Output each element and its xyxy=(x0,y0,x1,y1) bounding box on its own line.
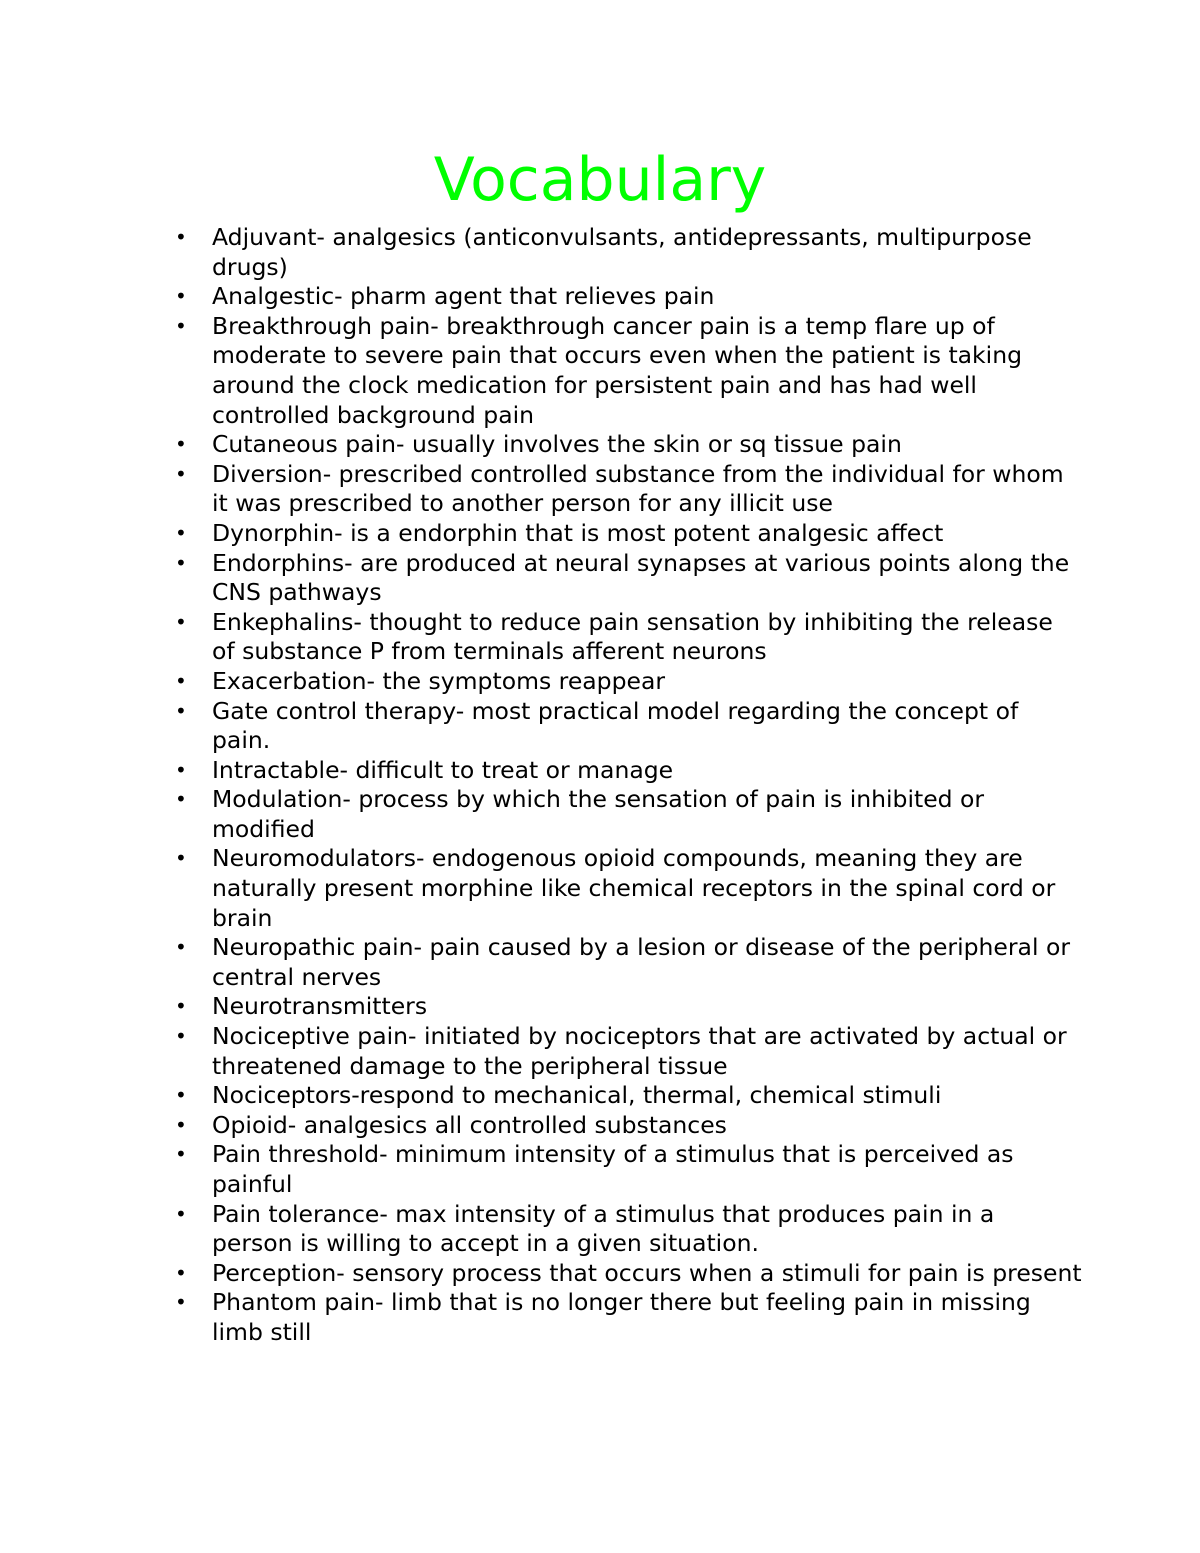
bullet-icon: • xyxy=(175,1112,187,1137)
list-item-text: Diversion- prescribed controlled substance from the individual for whom it was prescribed to another person for any illicit use xyxy=(212,459,1064,518)
bullet-icon: • xyxy=(175,757,187,782)
list-item-text: Pain threshold- minimum intensity of a stimulus that is perceived as painful xyxy=(212,1140,1014,1198)
bullet-icon: • xyxy=(175,1083,187,1108)
list-item-text: Phantom pain- limb that is no longer there but feeling pain in missing limb still xyxy=(212,1288,1031,1346)
list-item-text: Gate control therapy- most practical model regarding the concept of pain. xyxy=(212,696,1019,755)
bullet-icon: • xyxy=(175,432,187,457)
bullet-icon: • xyxy=(175,609,187,634)
bullet-icon: • xyxy=(175,313,187,338)
list-item xyxy=(175,1258,1082,1289)
vocabulary-list xyxy=(175,223,1082,1348)
bullet-icon: • xyxy=(175,994,187,1019)
list-item-text: Neuromodulators- endogenous opioid compounds, meaning they are naturally present morphine like chemical receptors in the spinal cord or brain xyxy=(212,844,1056,932)
list-item xyxy=(175,992,1082,1022)
bullet-icon: • xyxy=(175,1024,187,1049)
list-item-text: Cutaneous pain- usually involves the skin or sq tissue pain xyxy=(212,430,902,459)
bullet-icon: • xyxy=(175,935,187,960)
list-item xyxy=(175,1288,1082,1347)
list-item xyxy=(175,844,1082,933)
list-item xyxy=(175,311,1082,430)
list-item xyxy=(175,933,1082,992)
list-item xyxy=(175,607,1082,667)
list-item xyxy=(175,1110,1082,1141)
bullet-icon: • xyxy=(175,1290,187,1315)
bullet-icon: • xyxy=(175,550,187,575)
list-item-text: Adjuvant- analgesics (anticonvulsants, antidepressants, multipurpose drugs) xyxy=(212,223,1032,281)
list-item xyxy=(175,1199,1082,1259)
list-item-text: Opioid- analgesics all controlled substances xyxy=(212,1110,727,1139)
list-item xyxy=(175,755,1082,786)
list-item xyxy=(175,1081,1082,1111)
bullet-icon: • xyxy=(175,1260,187,1285)
bullet-icon: • xyxy=(175,461,187,486)
list-item xyxy=(175,785,1082,844)
page-title: Vocabulary xyxy=(433,145,767,215)
bullet-icon: • xyxy=(175,1201,187,1226)
bullet-icon: • xyxy=(175,225,187,249)
list-item xyxy=(175,459,1082,519)
list-item xyxy=(175,518,1082,549)
list-item-text: Exacerbation- the symptoms reappear xyxy=(212,666,666,695)
list-item xyxy=(175,1140,1082,1199)
list-item-text: Dynorphin- is a endorphin that is most potent analgesic affect xyxy=(212,518,944,547)
list-item-text: Neurotransmitters xyxy=(212,992,428,1021)
list-item-text: Endorphins- are produced at neural synapses at various points along the CNS pathways xyxy=(212,548,1070,607)
list-item xyxy=(175,282,1082,312)
list-item-text: Perception- sensory process that occurs when a stimuli for pain is present xyxy=(212,1258,1082,1287)
list-item-text: Nociceptors-respond to mechanical, thermal, chemical stimuli xyxy=(212,1081,942,1110)
bullet-icon: • xyxy=(175,668,187,693)
list-item-text: Neuropathic pain- pain caused by a lesion or disease of the peripheral or central nerves xyxy=(212,933,1070,991)
list-item-text: Modulation- process by which the sensation of pain is inhibited or modified xyxy=(212,785,985,843)
list-item xyxy=(175,430,1082,460)
list-item-text: Intractable- difficult to treat or manage xyxy=(212,755,674,784)
bullet-icon: • xyxy=(175,846,187,871)
list-item xyxy=(175,548,1082,608)
list-item xyxy=(175,696,1082,756)
list-item-text: Nociceptive pain- initiated by nociceptors that are activated by actual or threatened damage to the peripheral tissue xyxy=(212,1022,1067,1080)
bullet-icon: • xyxy=(175,1142,187,1167)
list-item-text: Breakthrough pain- breakthrough cancer pain is a temp flare up of moderate to severe pain that occurs even when the patient is taking around the clock medication for persistent pain and has had well controlled background pain xyxy=(212,311,1023,429)
bullet-icon: • xyxy=(175,698,187,723)
bullet-icon: • xyxy=(175,520,187,545)
list-item xyxy=(175,223,1082,282)
list-item xyxy=(175,1022,1082,1081)
bullet-icon: • xyxy=(175,284,187,309)
list-item xyxy=(175,666,1082,697)
list-item-text: Analgestic- pharm agent that relieves pain xyxy=(212,282,715,311)
list-item-text: Enkephalins- thought to reduce pain sensation by inhibiting the release of substance P from terminals afferent neurons xyxy=(212,607,1053,666)
list-item-text: Pain tolerance- max intensity of a stimulus that produces pain in a person is willing to accept in a given situation. xyxy=(212,1199,995,1258)
bullet-icon: • xyxy=(175,787,187,812)
